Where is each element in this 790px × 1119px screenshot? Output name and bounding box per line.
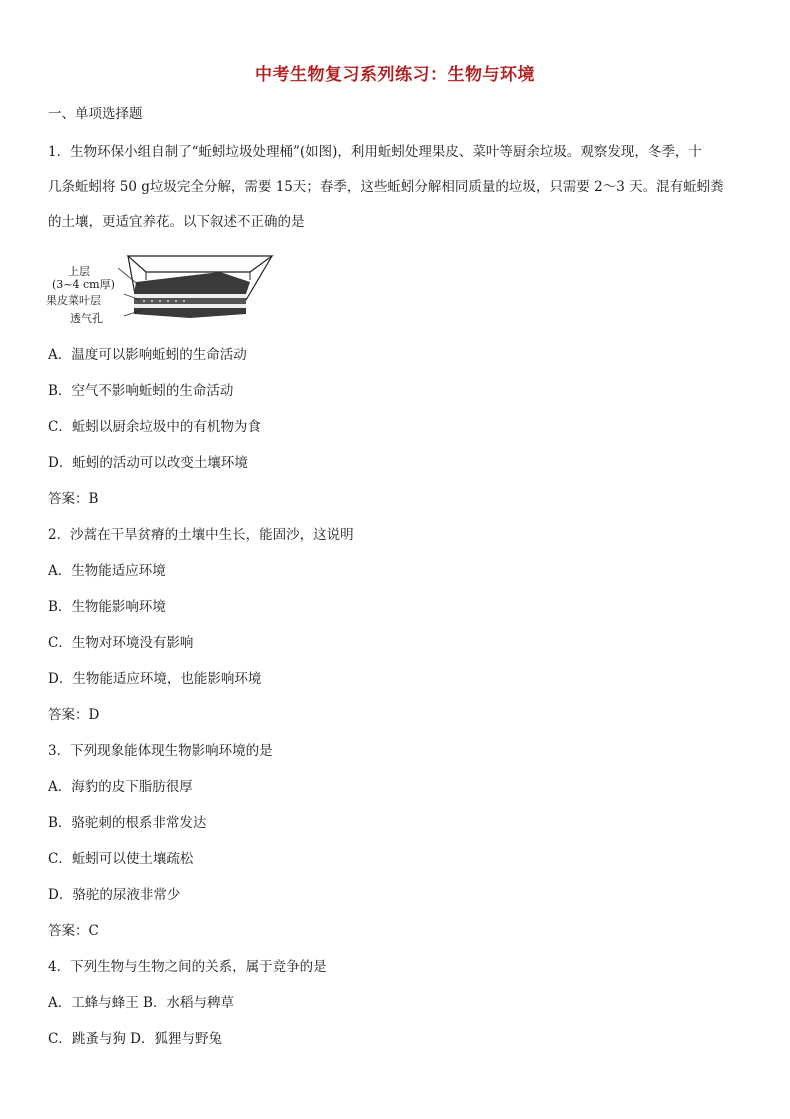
earthworm-bin-figure [40,250,280,330]
question-2-stem: 2．沙蒿在干旱贫瘠的土壤中生长，能固沙，这说明 [48,527,354,543]
question-3-option-d: D．骆驼的尿液非常少 [48,887,181,903]
question-1-option-d: D．蚯蚓的活动可以改变土壤环境 [48,455,248,471]
question-1-stem-line-2: 几条蚯蚓将 50 g垃圾完全分解，需要 15天；春季，这些蚯蚓分解相同质量的垃圾，只需要 2～3 天。混有蚯蚓粪 [48,179,724,195]
figure-label-fruit-leaf-layer: 果皮菜叶层 [46,294,101,307]
question-1-stem-line-1: 1．生物环保小组自制了“蚯蚓垃圾处理桶”(如图)，利用蚯蚓处理果皮、菜叶等厨余垃圾。观察发现，冬季，十 [48,144,702,160]
question-1-answer: 答案：B [48,491,99,507]
question-2-answer: 答案：D [48,707,100,723]
question-2-option-b: B．生物能影响环境 [48,599,166,615]
question-1-option-c: C．蚯蚓以厨余垃圾中的有机物为食 [48,419,261,435]
question-3-stem: 3．下列现象能体现生物影响环境的是 [48,743,273,759]
figure-label-top-layer: 上层 [68,265,90,278]
question-4-options-row-2: C．跳蚤与狗 D．狐狸与野兔 [48,1031,222,1047]
figure-label-thickness: (3~4 cm厚) [52,278,115,291]
question-3-option-c: C．蚯蚓可以使土壤疏松 [48,851,194,867]
question-3-option-a: A．海豹的皮下脂肪很厚 [48,779,193,795]
page-title: 中考生物复习系列练习：生物与环境 [255,65,535,85]
section-heading: 一、单项选择题 [48,106,143,122]
question-2-option-a: A．生物能适应环境 [48,563,166,579]
question-1-option-a: A．温度可以影响蚯蚓的生命活动 [48,347,247,363]
question-2-option-d: D．生物能适应环境，也能影响环境 [48,671,262,687]
question-4-stem: 4．下列生物与生物之间的关系，属于竞争的是 [48,959,327,975]
figure-label-air-hole: 透气孔 [70,312,103,325]
question-3-option-b: B．骆驼刺的根系非常发达 [48,815,207,831]
question-1-stem-line-3: 的土壤，更适宜养花。以下叙述不正确的是 [48,214,305,230]
question-1-option-b: B．空气不影响蚯蚓的生命活动 [48,383,234,399]
question-3-answer: 答案：C [48,923,99,939]
question-2-option-c: C．生物对环境没有影响 [48,635,194,651]
question-4-options-row-1: A．工蜂与蜂王 B．水稻与稗草 [48,995,234,1011]
